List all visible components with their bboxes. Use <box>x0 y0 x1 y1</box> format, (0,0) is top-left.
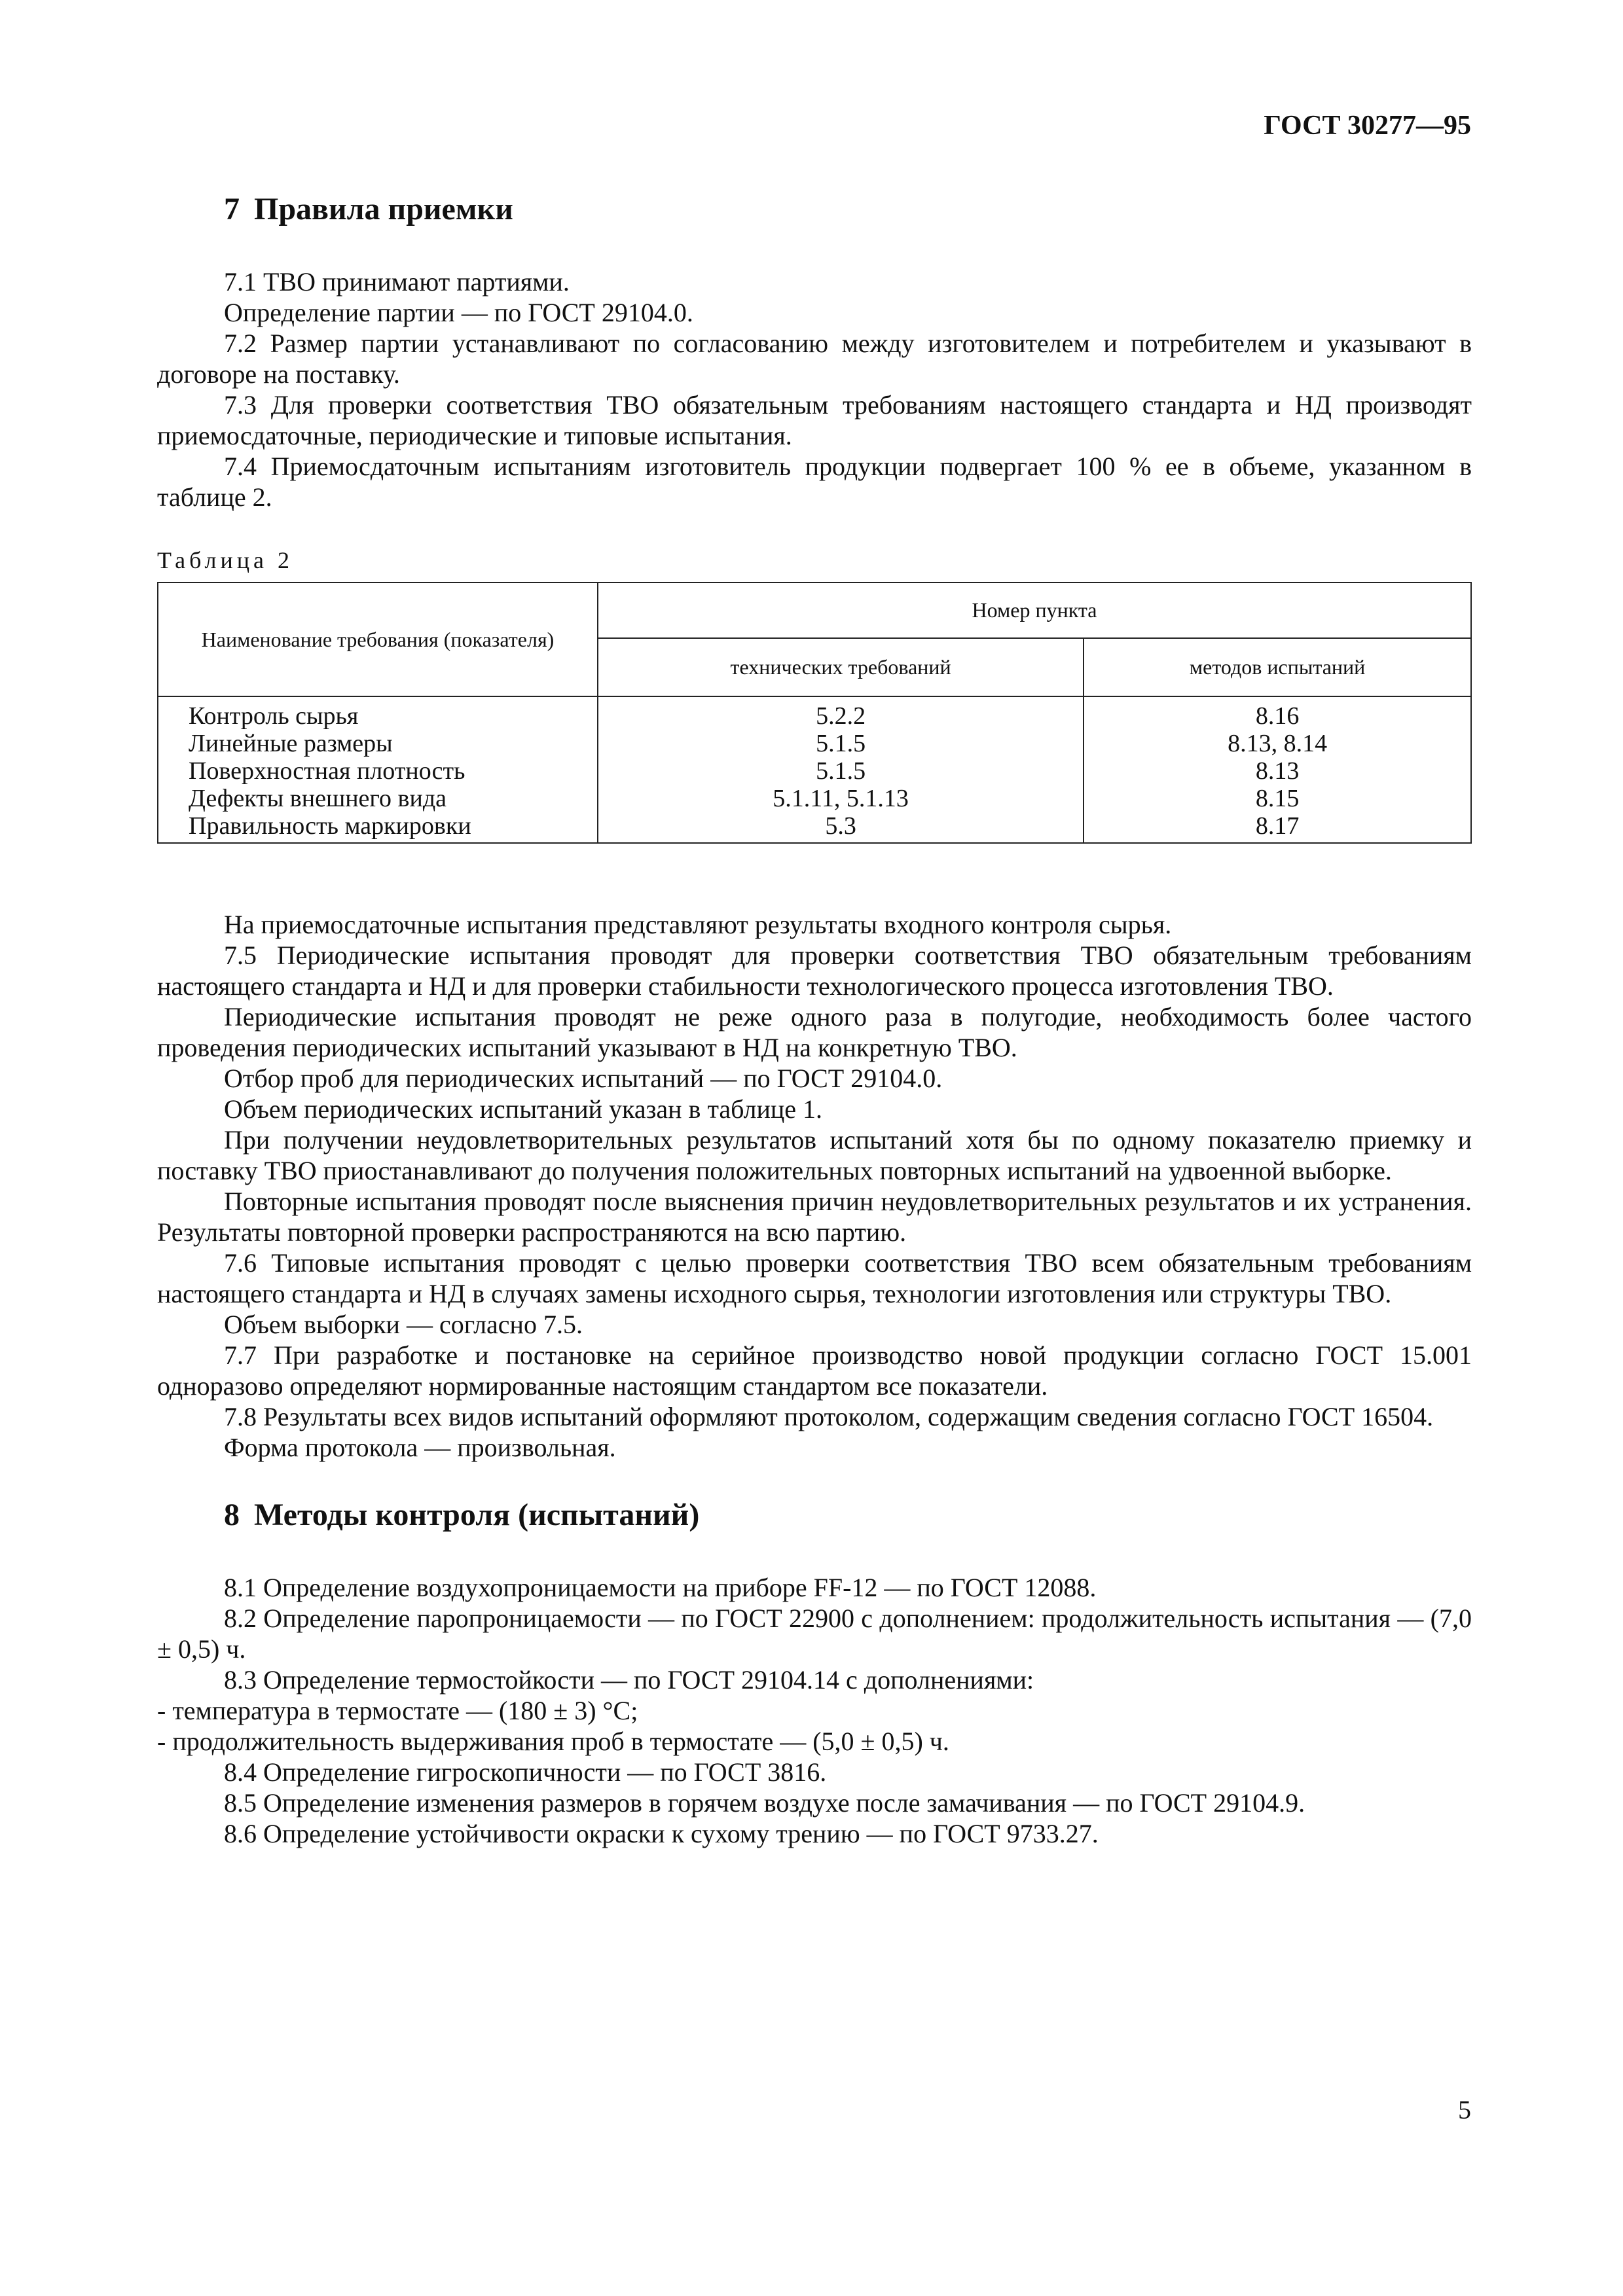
section-8-paras <box>157 1572 1472 1849</box>
section-8-number: 8 <box>224 1498 240 1532</box>
paragraph: На приемосдаточные испытания представляют результаты входного контроля сырья. <box>224 910 1172 939</box>
section-7-title <box>224 191 1472 227</box>
paragraph: 7.7 При разработке и постановке на серийное производство новой продукции согласно ГОСТ 15.001 одноразово определяют нормированные настоящим стандартом все показатели. <box>157 1340 1472 1401</box>
table-row <box>158 757 1471 785</box>
table-row <box>158 730 1471 757</box>
paragraph: Объем выборки — согласно 7.5. <box>224 1310 583 1339</box>
col-header-name: Наименование требования (показателя) <box>158 583 598 696</box>
document-code: ГОСТ 30277—95 <box>1264 111 1471 141</box>
paragraph: 8.6 Определение устойчивости окраски к сухому трению — по ГОСТ 9733.27. <box>224 1819 1099 1848</box>
cell-name: Дефекты внешнего вида <box>158 785 598 812</box>
page-number: 5 <box>1458 2095 1471 2125</box>
cell-name: Контроль сырья <box>158 696 598 730</box>
section-7-number: 7 <box>224 192 240 226</box>
cell-tech: 5.1.11, 5.1.13 <box>598 785 1084 812</box>
cell-name: Поверхностная плотность <box>158 757 598 785</box>
cell-tech: 5.3 <box>598 812 1084 843</box>
cell-methods: 8.15 <box>1084 785 1471 812</box>
table-row <box>158 812 1471 843</box>
col-header-tech: технических требований <box>598 638 1084 696</box>
table-row <box>158 785 1471 812</box>
paragraph: 7.6 Типовые испытания проводят с целью проверки соответствия ТВО всем обязательным требованиям настоящего стандарта и НД в случаях замены исходного сырья, технологии изготовления или структуры ТВО. <box>157 1248 1472 1308</box>
cell-name: Линейные размеры <box>158 730 598 757</box>
section-7-paras-after <box>157 909 1472 1463</box>
requirements-table <box>157 582 1472 844</box>
cell-methods: 8.13, 8.14 <box>1084 730 1471 757</box>
cell-methods: 8.13 <box>1084 757 1471 785</box>
col-header-group: Номер пункта <box>598 583 1471 638</box>
paragraph: Форма протокола — произвольная. <box>224 1433 616 1462</box>
paragraph: 8.4 Определение гигроскопичности — по ГОСТ 3816. <box>224 1757 827 1787</box>
paragraph: 7.4 Приемосдаточным испытаниям изготовитель продукции подвергает 100 % ее в объеме, указанном в таблице 2. <box>157 452 1472 512</box>
cell-methods: 8.16 <box>1084 696 1471 730</box>
paragraph: Объем периодических испытаний указан в таблице 1. <box>224 1094 823 1124</box>
list-item: - продолжительность выдерживания проб в термостате — (5,0 ± 0,5) ч. <box>157 1727 949 1756</box>
cell-tech: 5.1.5 <box>598 757 1084 785</box>
paragraph: 8.1 Определение воздухопроницаемости на приборе FF-12 — по ГОСТ 12088. <box>224 1573 1097 1602</box>
paragraph: При получении неудовлетворительных результатов испытаний хотя бы по одному показателю приемку и поставку ТВО приостанавливают до получения положительных повторных испытаний на удвоенной выборке. <box>157 1125 1472 1185</box>
paragraph: 8.2 Определение паропроницаемости — по ГОСТ 22900 с дополнением: продолжительность испытания — (7,0 ± 0,5) ч. <box>157 1604 1472 1664</box>
paragraph: 7.1 ТВО принимают партиями. <box>224 267 570 296</box>
cell-name: Правильность маркировки <box>158 812 598 843</box>
paragraph: Периодические испытания проводят не реже одного раза в полугодие, необходимость более частого проведения периодических испытаний указывают в НД на конкретную ТВО. <box>157 1002 1472 1062</box>
section-8-heading: Методы контроля (испытаний) <box>254 1498 700 1532</box>
paragraph: 7.5 Периодические испытания проводят для проверки соответствия ТВО обязательным требованиям настоящего стандарта и НД и для проверки стабильности технологического процесса изготовления ТВО. <box>157 941 1472 1001</box>
paragraph: 7.8 Результаты всех видов испытаний оформляют протоколом, содержащим сведения согласно ГОСТ 16504. <box>224 1402 1434 1431</box>
section-8-title <box>224 1497 1472 1533</box>
table-row <box>158 696 1471 730</box>
paragraph: 8.5 Определение изменения размеров в горячем воздухе после замачивания — по ГОСТ 29104.9. <box>224 1788 1305 1818</box>
page-content <box>157 183 1472 1849</box>
paragraph: 8.3 Определение термостойкости — по ГОСТ 29104.14 с дополнениями: <box>224 1665 1034 1695</box>
section-7-paras-before <box>157 266 1472 512</box>
cell-tech: 5.1.5 <box>598 730 1084 757</box>
table-caption: Таблица 2 <box>157 547 293 573</box>
cell-methods: 8.17 <box>1084 812 1471 843</box>
list-item: - температура в термостате — (180 ± 3) °С; <box>157 1696 638 1725</box>
paragraph: Определение партии — по ГОСТ 29104.0. <box>224 298 693 327</box>
cell-tech: 5.2.2 <box>598 696 1084 730</box>
paragraph: 7.3 Для проверки соответствия ТВО обязательным требованиям настоящего стандарта и НД производят приемосдаточные, периодические и типовые испытания. <box>157 390 1472 450</box>
paragraph: 7.2 Размер партии устанавливают по согласованию между изготовителем и потребителем и указывают в договоре на поставку. <box>157 329 1472 389</box>
section-7-heading: Правила приемки <box>254 192 513 226</box>
col-header-methods: методов испытаний <box>1084 638 1471 696</box>
paragraph: Повторные испытания проводят после выяснения причин неудовлетворительных результатов и их устранения. Результаты повторной проверки распространяются на всю партию. <box>157 1187 1472 1247</box>
paragraph: Отбор проб для периодических испытаний — по ГОСТ 29104.0. <box>224 1064 943 1093</box>
